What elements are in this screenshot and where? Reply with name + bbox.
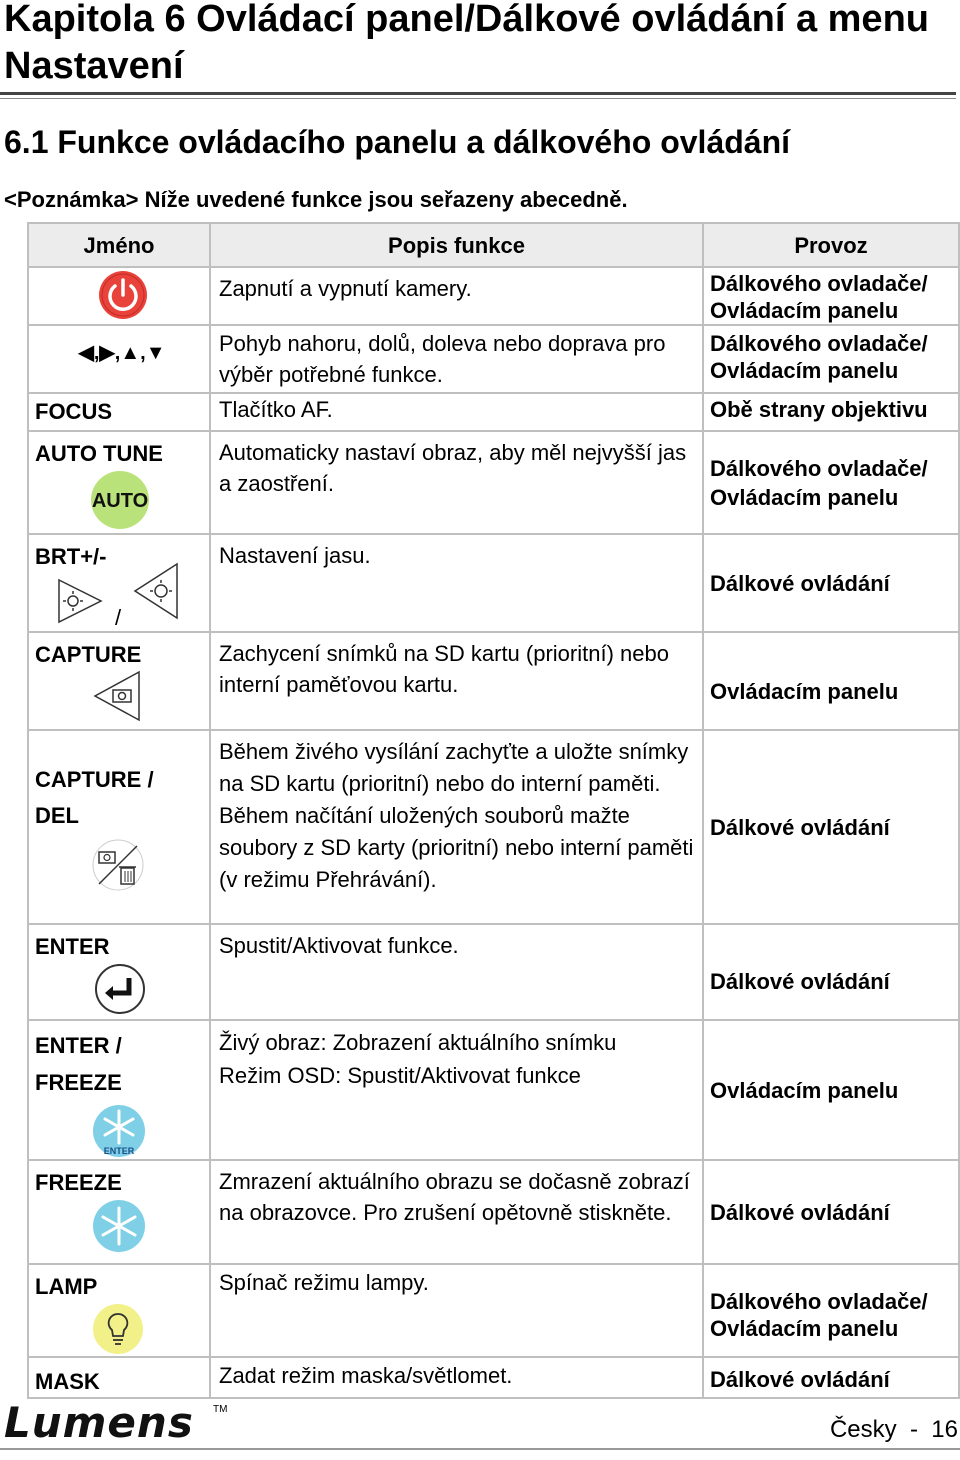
lamp-icon xyxy=(91,1302,145,1356)
lumens-logo: Lumens xyxy=(4,1398,194,1447)
row-name: ENTER / FREEZE xyxy=(35,1033,122,1095)
logo-trademark: TM xyxy=(213,1404,228,1415)
row-description: Tlačítko AF. xyxy=(210,393,703,431)
header-operation: Provoz xyxy=(703,223,959,267)
table-row xyxy=(28,267,959,325)
row-operation: Obě strany objektivu xyxy=(703,393,959,431)
row-operation: Dálkového ovladače/ Ovládacím panelu xyxy=(703,431,959,534)
table-row xyxy=(28,924,959,1020)
note-text: <Poznámka> Níže uvedené funkce jsou seřazeny abecedně. xyxy=(4,187,628,212)
table-header-row xyxy=(28,223,959,267)
page-number: Česky - 16 xyxy=(829,1416,958,1443)
enter-icon xyxy=(93,962,147,1016)
row-name-cell xyxy=(28,534,210,632)
row-operation: Dálkové ovládání xyxy=(703,730,959,924)
snowflake-icon xyxy=(91,1198,147,1254)
row-description: Zmrazení aktuálního obrazu se dočasně zobrazí na obrazovce. Pro zrušení opětovně stiskněte. xyxy=(210,1160,703,1264)
row-name-cell xyxy=(28,632,210,730)
row-name: CAPTURE xyxy=(35,642,142,667)
row-name: BRT+/- xyxy=(35,544,107,569)
row-name: ENTER xyxy=(35,934,110,959)
row-operation: Dálkové ovládání xyxy=(703,1357,959,1398)
row-name: CAPTURE / DEL xyxy=(35,767,154,828)
brightness-separator: / xyxy=(115,605,122,630)
row-name: FREEZE xyxy=(35,1170,122,1195)
header-name: Jméno xyxy=(28,223,210,267)
row-operation: Dálkové ovládání xyxy=(703,1160,959,1264)
row-operation: Dálkové ovládání xyxy=(703,534,959,632)
row-name-cell xyxy=(28,1264,210,1357)
row-name-cell xyxy=(28,924,210,1020)
row-name: MASK xyxy=(28,1357,210,1398)
header-description: Popis funkce xyxy=(210,223,703,267)
chapter-divider-thin xyxy=(0,98,956,99)
brightness-up-icon xyxy=(133,562,179,620)
row-name: LAMP xyxy=(35,1274,98,1299)
capture-delete-icon xyxy=(91,838,145,892)
table-row xyxy=(28,325,959,393)
snowflake-enter-icon xyxy=(91,1103,147,1159)
brightness-down-icon xyxy=(57,578,103,624)
snowflake-enter-text: ENTER xyxy=(103,1146,135,1156)
row-name: FOCUS xyxy=(28,393,210,431)
row-description: Zapnutí a vypnutí kamery. xyxy=(210,267,703,325)
row-name-cell xyxy=(28,431,210,534)
row-description: Spínač režimu lampy. xyxy=(210,1264,703,1357)
row-description: Živý obraz: Zobrazení aktuálního snímku Režim OSD: Spustit/Aktivovat funkce xyxy=(210,1020,703,1160)
table-row xyxy=(28,393,959,431)
row-operation: Dálkového ovladače/ Ovládacím panelu xyxy=(703,267,959,325)
row-description: Pohyb nahoru, dolů, doleva nebo doprava pro výběr potřebné funkce. xyxy=(210,325,703,393)
row-description: Automaticky nastaví obraz, aby měl nejvyšší jas a zaostření. xyxy=(210,431,703,534)
table-row xyxy=(28,632,959,730)
table-row xyxy=(28,1264,959,1357)
auto-icon xyxy=(89,469,151,531)
table-row xyxy=(28,1160,959,1264)
row-name-cell xyxy=(28,730,210,924)
table-row xyxy=(28,1020,959,1160)
footer-divider xyxy=(0,1448,960,1450)
power-icon xyxy=(97,269,149,321)
row-operation: Dálkového ovladače/ Ovládacím panelu xyxy=(703,325,959,393)
row-name: AUTO TUNE xyxy=(35,441,163,466)
row-operation: Ovládacím panelu xyxy=(703,1020,959,1160)
table-row xyxy=(28,534,959,632)
table-row xyxy=(28,431,959,534)
section-title: 6.1 Funkce ovládacího panelu a dálkového ovládání xyxy=(4,124,791,160)
chapter-divider xyxy=(0,92,956,95)
row-operation: Dálkové ovládání xyxy=(703,924,959,1020)
row-description: Nastavení jasu. xyxy=(210,534,703,632)
function-table xyxy=(27,222,960,1399)
row-operation: Ovládacím panelu xyxy=(703,632,959,730)
capture-icon xyxy=(91,670,143,722)
row-name-cell xyxy=(28,1020,210,1160)
row-description: Spustit/Aktivovat funkce. xyxy=(210,924,703,1020)
auto-icon-text: AUTO xyxy=(91,490,149,512)
row-name-cell xyxy=(28,1160,210,1264)
arrows-icon: ◀,▶,▲,▼ xyxy=(78,342,166,364)
row-operation: Dálkového ovladače/ Ovládacím panelu xyxy=(703,1264,959,1357)
row-description: Zadat režim maska/světlomet. xyxy=(210,1357,703,1398)
row-description: Zachycení snímků na SD kartu (prioritní) nebo interní paměťovou kartu. xyxy=(210,632,703,730)
table-row xyxy=(28,730,959,924)
row-name-cell xyxy=(28,267,210,325)
chapter-title: Kapitola 6 Ovládací panel/Dálkové ovládání a menu Nastavení xyxy=(4,0,929,87)
row-name-cell xyxy=(28,325,210,393)
row-description: Během živého vysílání zachyťte a uložte snímky na SD kartu (prioritní) nebo do interní paměti. Během načítání uložených souborů mažte soubory z SD karty (prioritní) nebo interní paměti (v režimu Přehrávání). xyxy=(210,730,703,924)
table-row xyxy=(28,1357,959,1398)
